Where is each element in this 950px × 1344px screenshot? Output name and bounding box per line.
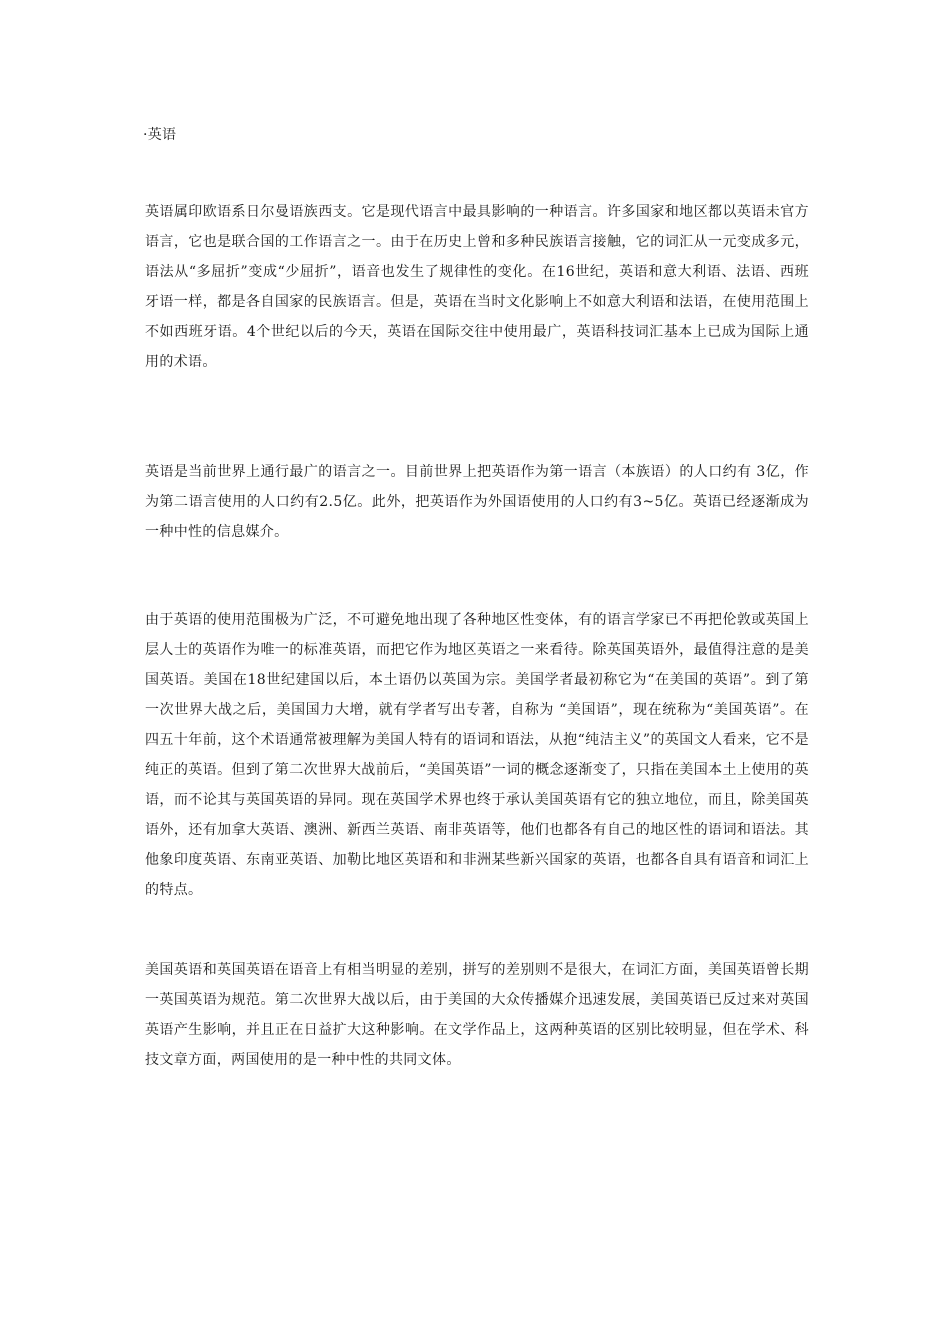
paragraph-regional-variants: 由于英语的使用范围极为广泛，不可避免地出现了各种地区性变体，有的语言学家已不再把伦敦或英国上层人士的英语作为唯一的标准英语，而把它作为地区英语之一来看待。除英国英语外，最值得注意的是美国英语。美国在18世纪建国以后，本土语仍以英国为宗。美国学者最初称它为“在美国的英语”。到了第一次世界大战之后，美国国力大增，就有学者写出专著，自称为 “美国语”，现在统称为“美国英语”。在四五十年前，这个术语通常被理解为美国人特有的语词和语法，从抱“纯洁主义”的英国文人看来，它不是纯正的英语。但到了第二次世界大战前后，“美国英语”一词的概念逐渐变了，只指在美国本土上使用的英语，而不论其与英国英语的异同。现在英国学术界也终于承认美国英语有它的独立地位，而且，除美国英语外，还有加拿大英语、澳洲、新西兰英语、南非英语等，他们也都各有自己的地区性的语词和语法。其他象印度英语、东南亚英语、加勒比地区英语和和非洲某些新兴国家的英语，也都各自具有语音和词汇上的特点。 <box>145 612 809 898</box>
paragraph-origin: 英语属印欧语系日尔曼语族西支。它是现代语言中最具影响的一种语言。许多国家和地区都以英语未官方语言，它也是联合国的工作语言之一。由于在历史上曾和多种民族语言接触，它的词汇从一元变成多元，语法从“多屈折”变成“少屈折”，语音也发生了规律性的变化。在16世纪，英语和意大利语、法语、西班牙语一样，都是各自国家的民族语言。但是，英语在当时文化影响上不如意大利语和法语，在使用范围上不如西班牙语。4个世纪以后的今天，英语在国际交往中使用最广，英语科技词汇基本上已成为国际上通用的术语。 <box>145 204 809 370</box>
paragraph-american-vs-british: 美国英语和英国英语在语音上有相当明显的差别，拼写的差别则不是很大，在词汇方面，美国英语曾长期一英国英语为规范。第二次世界大战以后，由于美国的大众传播媒介迅速发展，美国英语已反过来对英国英语产生影响，并且正在日益扩大这种影响。在文学作品上，这两种英语的区别比较明显，但在学术、科技文章方面，两国使用的是一种中性的共同文体。 <box>145 962 809 1068</box>
paragraph-speakers: 英语是当前世界上通行最广的语言之一。目前世界上把英语作为第一语言（本族语）的人口约有 3亿，作为第二语言使用的人口约有2.5亿。此外，把英语作为外国语使用的人口约有3~5亿。英语已经逐渐成为一种中性的信息媒介。 <box>145 464 809 540</box>
document-title: ·英语 <box>143 127 177 143</box>
document-page <box>145 0 807 1344</box>
